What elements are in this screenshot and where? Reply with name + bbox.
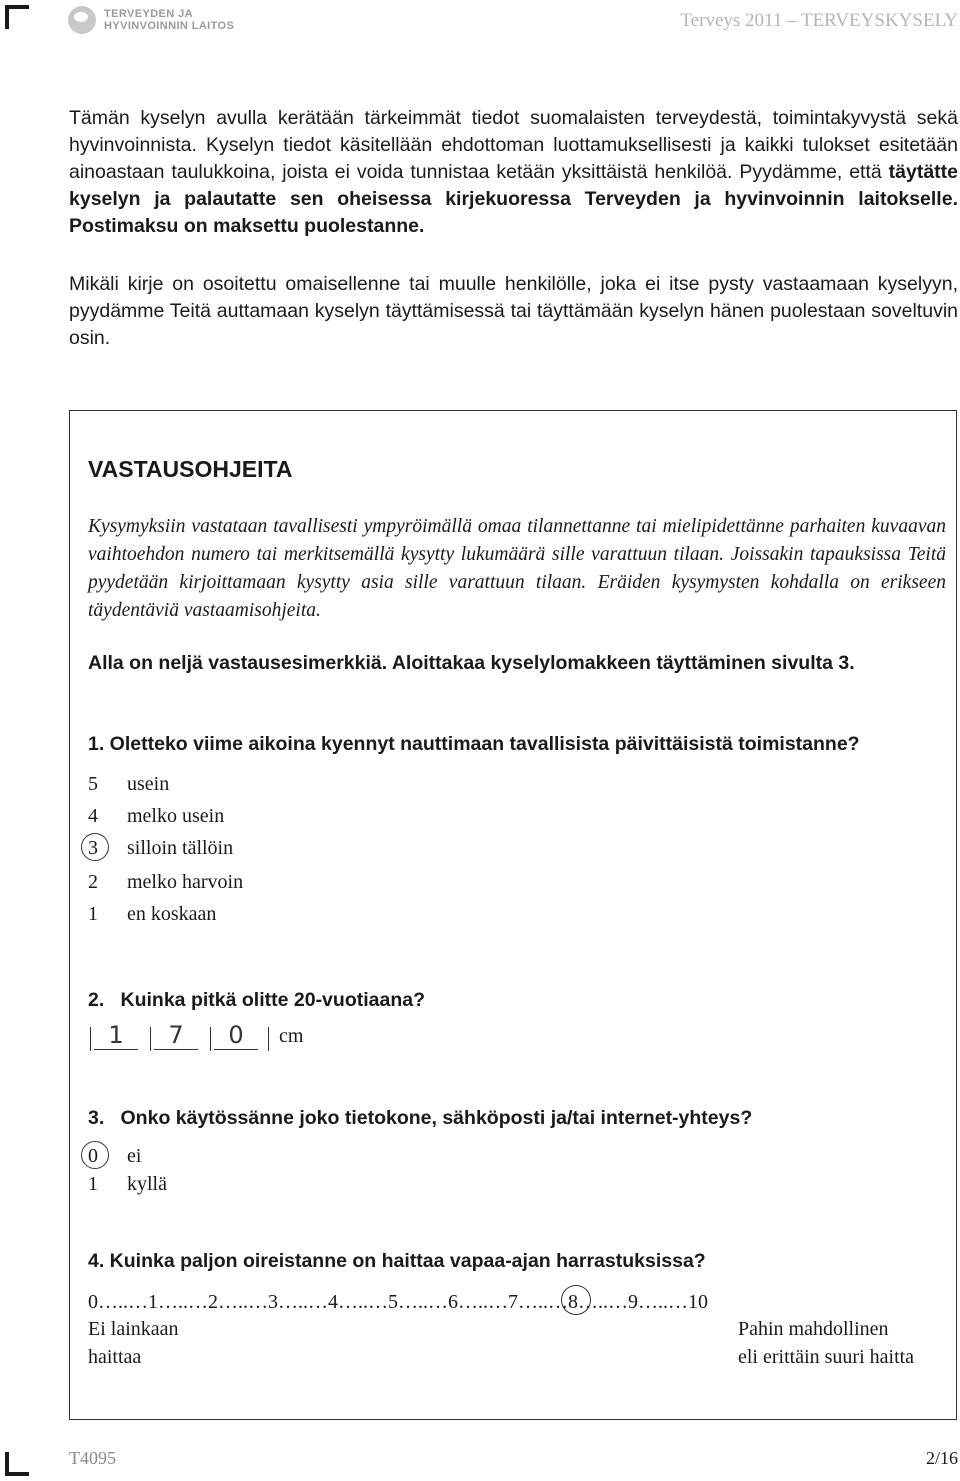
instructions-title: VASTAUSOHJEITA <box>88 456 293 482</box>
scale-left-anchor: Ei lainkaan haittaa <box>88 1318 179 1368</box>
height-digit-2[interactable]: 7 <box>154 1021 198 1050</box>
question-3: 3. Onko käytössänne joko tietokone, sähköposti ja/tai internet-yhteys? <box>88 1107 753 1129</box>
instructions-box: VASTAUSOHJEITA Kysymyksiin vastataan tavallisesti ympyröimällä omaa tilannettanne tai mielipidettänne parhaiten kuvaavan vaihtoehdon numero tai merkitsemällä kysytty lukumäärä sille varattuun tilaan. Joissakin tapauksissa Teitä pyydetään kirjoittamaan kysytty asia sille varattuun tilaan. Eräiden kysymysten kohdalla on erikseen täydentäviä vastaamisohjeita. Alla on neljä vastausesimerkkiä. Aloittakaa kyselylomakkeen täyttäminen sivulta 3. 1. Oletteko viime aikoina kyennyt nauttimaan tavallisista päivittäisistä toimistanne? 5 usein 4 melko usein 3 silloin tällöin 2 melko harvoin 1 en koskaan 2. Kuinka pitkä olitte 20-vuotiaana? 1 7 0 cm 3. Onko käytössänne joko tietokone, sähköposti ja/tai internet-yhteys? 0 ei 1 kyllä 4. Kuinka paljon oireistanne on haittaa vapaa-ajan harrastuksissa? 0…..…1…..…2…..…3…..…4…..…5…..…6…..…7…..…8…..…9…..…10 Ei lainkaan haittaa Pahin mahdollinen eli erittäin suuri haitta <box>69 410 957 1420</box>
document-title: Terveys 2011 – TERVEYSKYSELY <box>680 10 958 31</box>
intro-paragraph-1 <box>69 105 958 240</box>
question-2: 2. Kuinka pitkä olitte 20-vuotiaana? <box>88 989 425 1011</box>
logo-icon <box>68 6 96 34</box>
question-1: 1. Oletteko viime aikoina kyennyt nauttimaan tavallisista päivittäisistä toimistanne? <box>88 733 860 755</box>
question-4: 4. Kuinka paljon oireistanne on haittaa vapaa-ajan harrastuksissa? <box>88 1250 706 1272</box>
instructions-text: Kysymyksiin vastataan tavallisesti ympyröimällä omaa tilannettanne tai mielipidettänne parhaiten kuvaavan vaihtoehdon numero tai merkitsemällä kysytty lukumäärä sille varattuun tilaan. Joissakin tapauksissa Teitä pyydetään kirjoittamaan kysytty asia sille varattuun tilaan. Eräiden kysymysten kohdalla on erikseen täydentäviä vastaamisohjeita. <box>88 516 946 621</box>
org-logo <box>68 6 234 34</box>
intro-text: Tämän kyselyn avulla kerätään tärkeimmät tiedot suomalaisten terveydestä, toimintakyvystä sekä hyvinvoinnista. Kyselyn tiedot käsitellään ehdottoman luottamuksellisesti ja kaikki tulokset esitetään ainoastaan taulukkoina, joista ei voida tunnistaa ketään yksittäistä henkilöä. Pyydämme, että <box>69 107 958 183</box>
org-name-line2: HYVINVOINNIN LAITOS <box>104 20 235 32</box>
height-unit: cm <box>279 1025 304 1047</box>
crop-mark-top-left-v <box>5 5 9 29</box>
org-name <box>104 8 234 32</box>
intro-paragraph-2: Mikäli kirje on osoitettu omaisellenne tai muulle henkilölle, joka ei itse pysty vastaamaan kyselyyn, pyydämme Teitä auttamaan kyselyn täyttämisessä tai täyttämään kyselyn hänen puolestaan soveltuvin osin. <box>69 273 958 349</box>
page-number: 2/16 <box>925 1448 958 1468</box>
crop-mark-bottom-left-v <box>5 1452 9 1476</box>
height-digit-3[interactable]: 0 <box>214 1021 258 1050</box>
selected-scale-circle <box>561 1285 591 1315</box>
form-code: T4095 <box>69 1448 116 1468</box>
intro-bold-text: täytätte kyselyn ja palautatte sen oheisessa kirjekuoressa Terveyden ja hyvinvoinnin laitokselle. Postimaksu on maksettu puolestanne. <box>69 161 958 237</box>
height-entry[interactable] <box>88 1021 388 1055</box>
scale-right-anchor: Pahin mahdollinen eli erittäin suuri haitta <box>738 1318 915 1368</box>
examples-note: Alla on neljä vastausesimerkkiä. Aloittakaa kyselylomakkeen täyttäminen sivulta 3. <box>88 652 855 674</box>
height-digit-1[interactable]: 1 <box>94 1021 138 1050</box>
rating-scale[interactable]: 0…..…1…..…2…..…3…..…4…..…5…..…6…..…7…..…8…..…9…..…10 <box>88 1291 708 1313</box>
org-name-line1: TERVEYDEN JA <box>104 8 193 20</box>
